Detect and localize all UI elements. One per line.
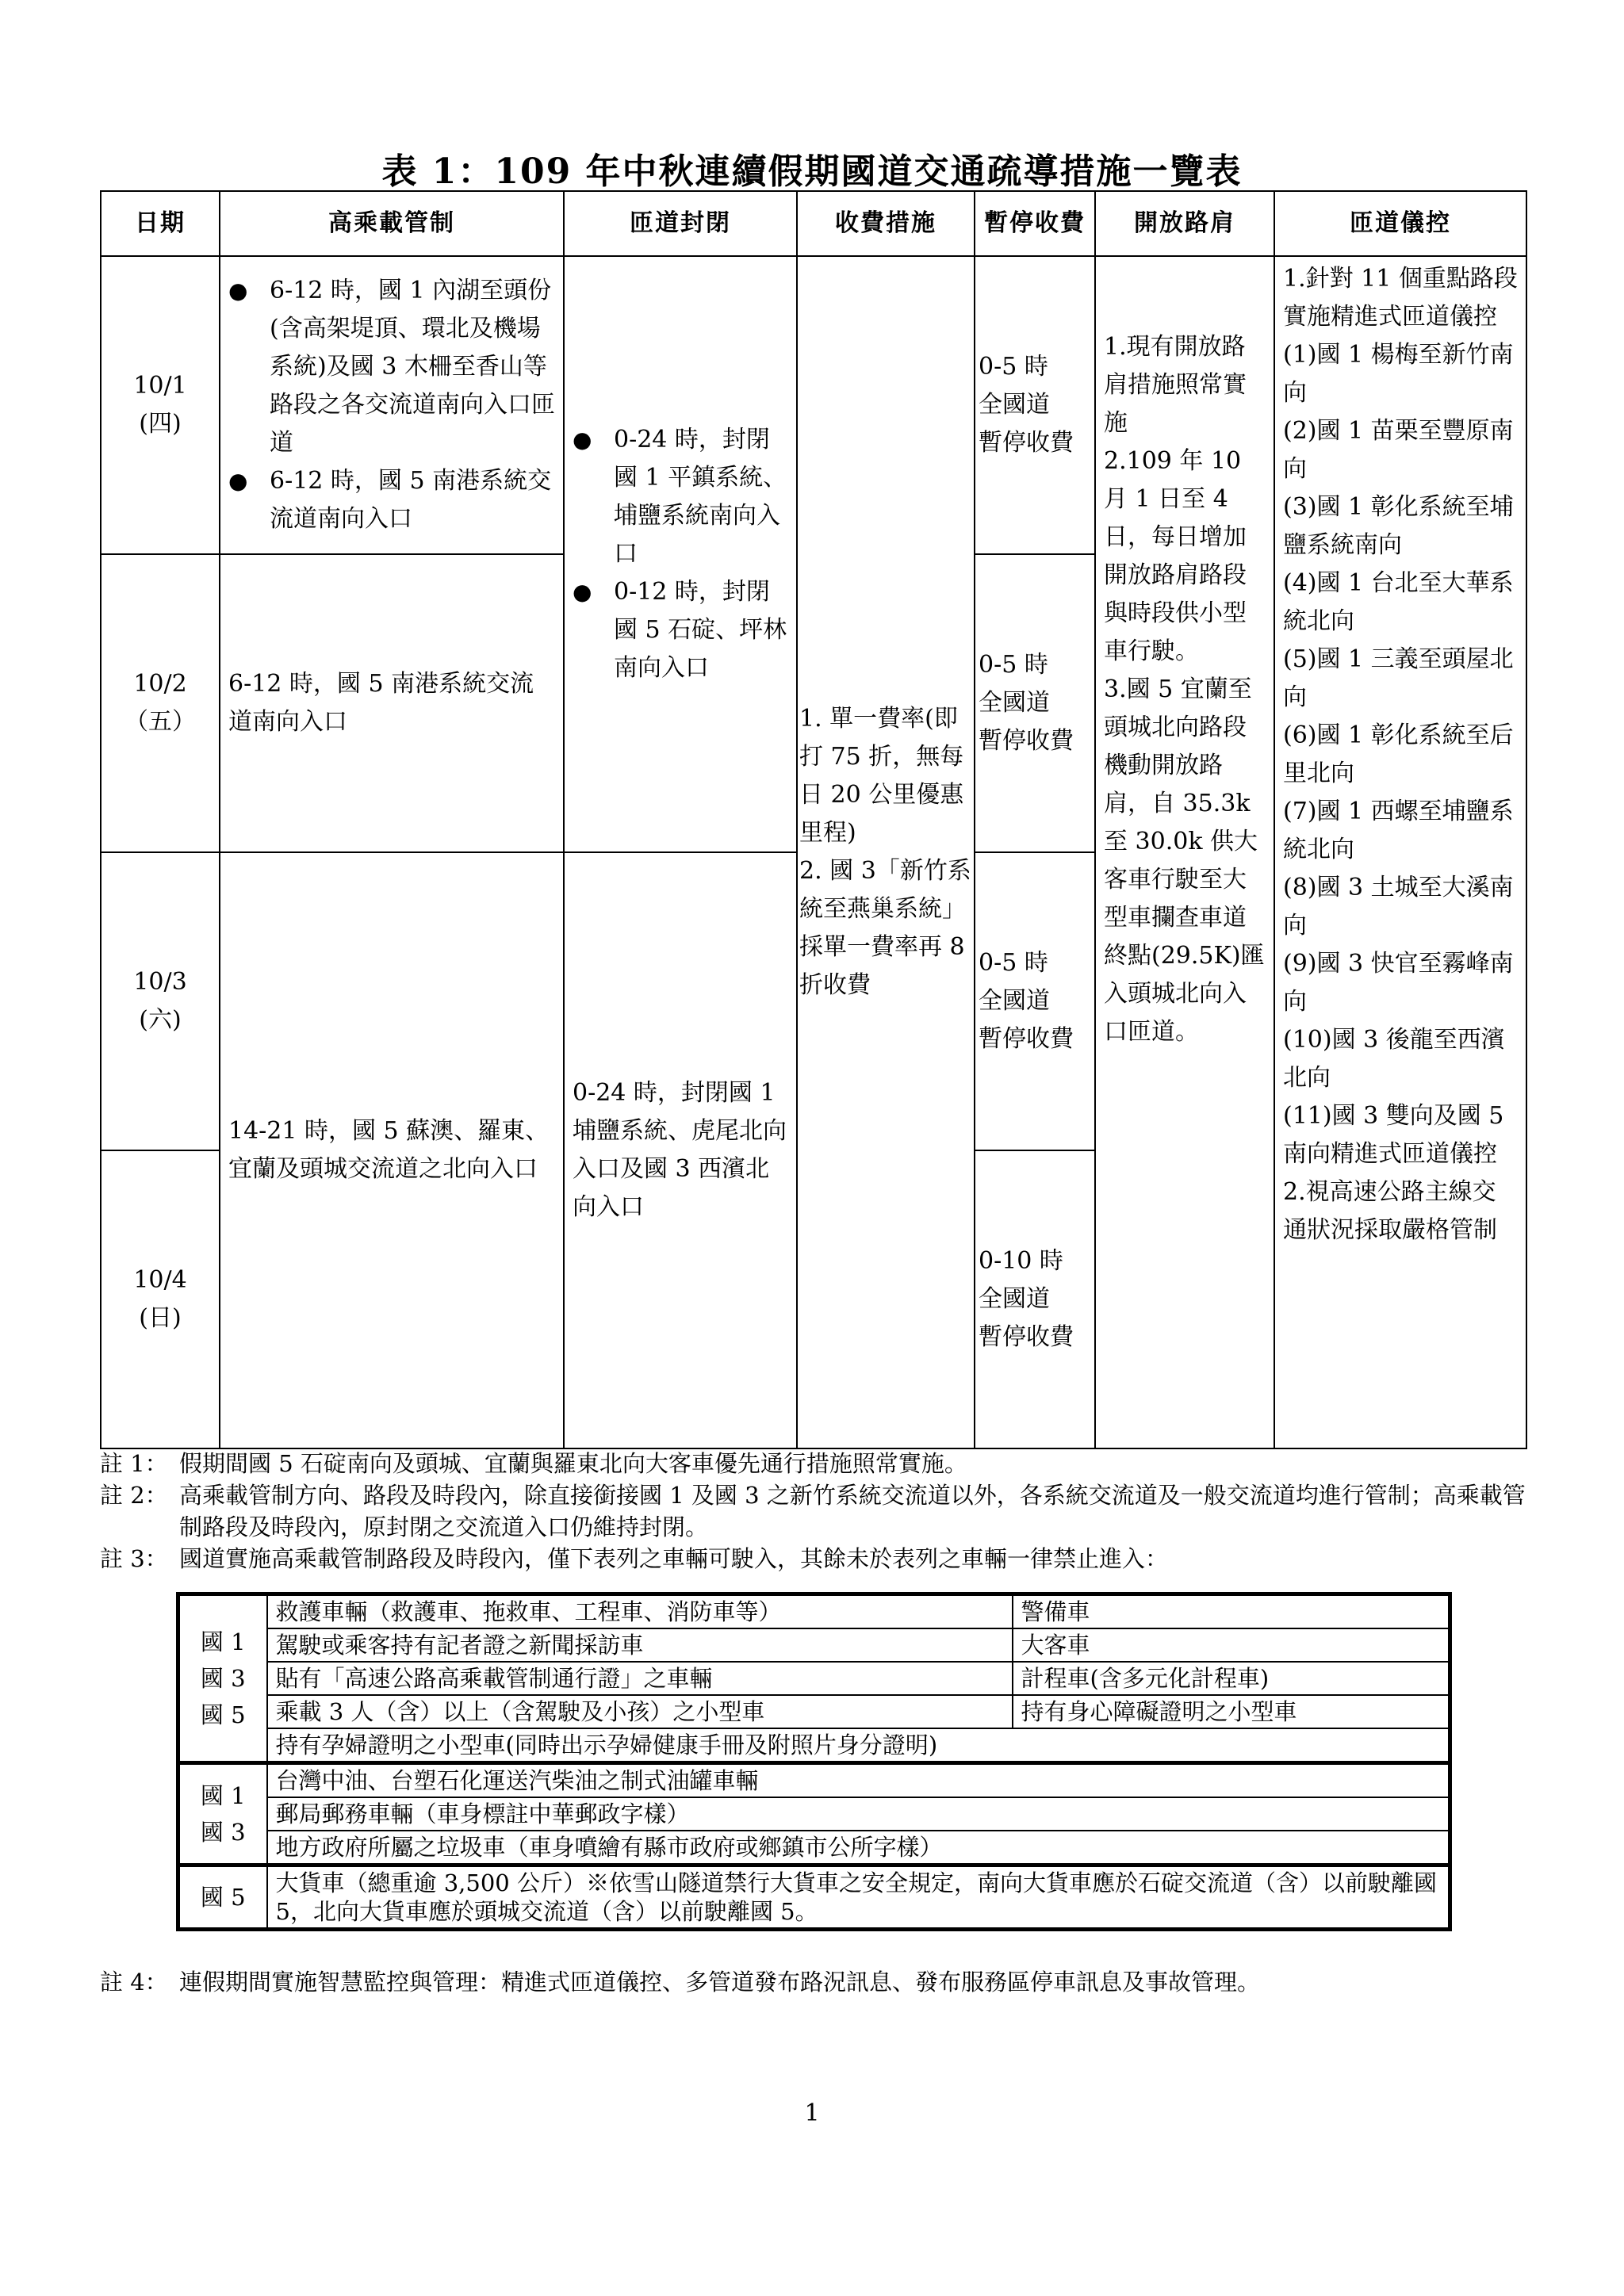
table-row: 持有孕婦證明之小型車(同時出示孕婦健康手冊及附照片身分證明)	[178, 1728, 1450, 1763]
toll-suspension-cell: 0-5 時 全國道 暫停收費	[975, 852, 1095, 1150]
table-row: 貼有「高速公路高乘載管制通行證」之車輛 計程車(含多元化計程車)	[178, 1662, 1450, 1695]
note-1: 註 1： 假期間國 5 石碇南向及頭城、宜蘭與羅東北向大客車優先通行措施照常實施。	[100, 1450, 967, 1477]
table-header-row	[101, 191, 1526, 256]
notes-block	[100, 1448, 1526, 1575]
header-ramp-metering: 匝道儀控	[1274, 191, 1526, 256]
table-row: 乘載 3 人（含）以上（含駕駛及小孩）之小型車 持有身心障礙證明之小型車	[178, 1695, 1450, 1728]
ramp-metering-cell: 1.針對 11 個重點路段實施精進式匝道儀控 (1)國 1 楊梅至新竹南向 (2)國 1 苗栗至豐原南向 (3)國 1 彰化系統至埔鹽系統南向 (4)國 1 台北至大華系統北向 (5)國 1 三義至頭屋北向 (6)國 1 彰化系統至后里北向 (7)國 1 西螺至埔鹽系統北向 (8)國 3 土城至大溪南向 (9)國 3 快官至霧峰南向 (10)國 3 後龍至西濱北向 (11)國 3 雙向及國 5 南向精進式匝道儀控 2.視高速公路主線交通狀況採取嚴格管制	[1274, 256, 1526, 1448]
list-item: ● 0-24 時，封閉國 1 平鎮系統、埔鹽系統南向入口	[573, 421, 788, 573]
toll-suspension-cell: 0-5 時 全國道 暫停收費	[975, 256, 1095, 554]
toll-suspension-cell: 0-10 時 全國道 暫停收費	[975, 1150, 1095, 1448]
group-label: 國 1 國 3 國 5	[178, 1594, 267, 1763]
page-title: 表 1：109 年中秋連續假期國道交通疏導措施一覽表	[381, 151, 1243, 192]
toll-measures-cell: 1. 單一費率(即打 75 折，無每日 20 公里優惠里程) 2. 國 3「新竹系統至燕巢系統」採單一費率再 8 折收費	[797, 256, 975, 1448]
note-2: 註 2： 高乘載管制方向、路段及時段內，除直接銜接國 1 及國 3 之新竹系統交流道以外，各系統交流道及一般交流道均進行管制；高乘載管制路段及時段內，原封閉之交流道入口仍維持封閉。	[100, 1482, 1526, 1540]
table-row: 郵局郵務車輛（車身標註中華郵政字樣）	[178, 1797, 1450, 1831]
date-cell: 10/4 (日)	[101, 1150, 220, 1448]
table-row: 國 1 國 3 台灣中油、台塑石化運送汽柴油之制式油罐車輛	[178, 1763, 1450, 1798]
table-row: 地方政府所屬之垃圾車（車身噴繪有縣市政府或鄉鎮市公所字樣）	[178, 1831, 1450, 1866]
ramp-closure-cell: 0-24 時，封閉國 1 埔鹽系統、虎尾北向入口及國 3 西濱北向入口	[564, 852, 797, 1448]
table-row: 國 5 大貨車（總重逾 3,500 公斤）※依雪山隧道禁行大貨車之安全規定，南向大貨車應於石碇交流道（含）以前駛離國 5，北向大貨車應於頭城交流道（含）以前駛離國 5。	[178, 1866, 1450, 1930]
header-toll-measures: 收費措施	[797, 191, 975, 256]
header-ramp-closure: 匝道封閉	[564, 191, 797, 256]
table-row: 駕駛或乘客持有記者證之新聞採訪車 大客車	[178, 1628, 1450, 1662]
permitted-vehicles-table	[176, 1592, 1452, 1931]
header-shoulder: 開放路肩	[1095, 191, 1274, 256]
list-item: ● 6-12 時，國 1 內湖至頭份(含高架堤頂、環北及機場系統)及國 3 木柵至香山等路段之各交流道南向入口匝道	[228, 272, 555, 462]
header-date: 日期	[101, 191, 220, 256]
hov-cell	[220, 256, 564, 554]
hov-cell: 14-21 時，國 5 蘇澳、羅東、宜蘭及頭城交流道之北向入口	[220, 852, 564, 1448]
header-hov: 高乘載管制	[220, 191, 564, 256]
list-item: ● 6-12 時，國 5 南港系統交流道南向入口	[228, 462, 555, 538]
page-number: 1	[804, 2099, 820, 2127]
date-cell: 10/1 (四)	[101, 256, 220, 554]
table-row	[101, 256, 1526, 554]
header-toll-suspension: 暫停收費	[975, 191, 1095, 256]
hov-cell: 6-12 時，國 5 南港系統交流道南向入口	[220, 554, 564, 852]
date-cell: 10/2 （五）	[101, 554, 220, 852]
list-item: ● 0-12 時，封閉國 5 石碇、坪林南向入口	[573, 573, 788, 687]
note-3: 註 3： 國道實施高乘載管制路段及時段內，僅下表列之車輛可駛入，其餘未於表列之車輛一律禁止進入：	[100, 1545, 1169, 1572]
table-row: 國 1 國 3 國 5 救護車輛（救護車、拖救車、工程車、消防車等） 警備車	[178, 1594, 1450, 1629]
ramp-closure-cell	[564, 256, 797, 852]
date-cell: 10/3 (六)	[101, 852, 220, 1150]
group-label: 國 5	[178, 1866, 267, 1930]
shoulder-cell: 1.現有開放路肩措施照常實施 2.109 年 10 月 1 日至 4 日，每日增加開放路肩路段與時段供小型車行駛。 3.國 5 宜蘭至頭城北向路段機動開放路肩，自 35.3k 至 30.0k 供大客車行駛至大型車攔查車道終點(29.5K)匯入頭城北向入口匝道。	[1095, 256, 1274, 1448]
toll-suspension-cell: 0-5 時 全國道 暫停收費	[975, 554, 1095, 852]
note-4: 註 4： 連假期間實施智慧監控與管理：精進式匝道儀控、多管道發布路況訊息、發布服務區停車訊息及事故管理。	[100, 1969, 1261, 1996]
group-label: 國 1 國 3	[178, 1763, 267, 1866]
traffic-measures-table	[100, 190, 1527, 1449]
notes-block-2	[100, 1966, 1526, 1998]
